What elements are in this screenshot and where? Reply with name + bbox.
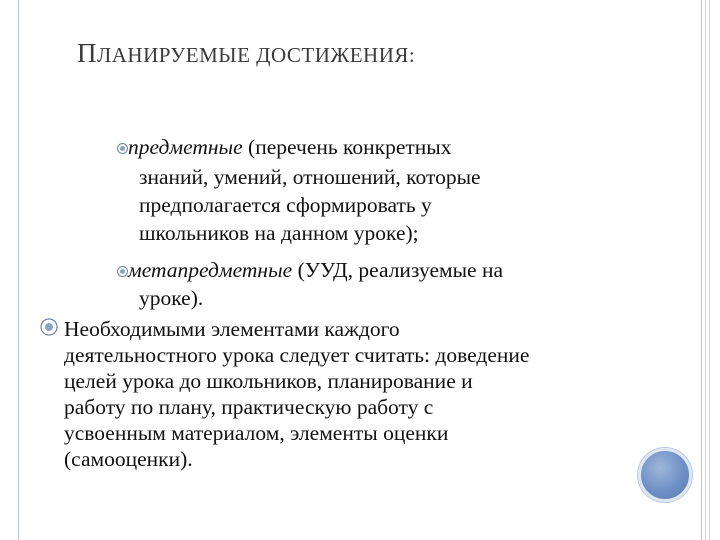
slide-title [77, 38, 415, 69]
sub-bullet-icon [117, 266, 128, 277]
main-item-line: Необходимыми элементами каждого [64, 317, 400, 341]
main-item-line: усвоенным материалом, элементы оценки [64, 421, 449, 445]
main-item [64, 316, 634, 472]
decorative-orb-icon [638, 448, 692, 502]
title-rest: ЛАНИРУЕМЫЕ ДОСТИЖЕНИЯ: [97, 43, 416, 67]
sub-item-italic: предметные [128, 135, 243, 159]
title-first-letter: П [77, 38, 97, 68]
main-item-line: целей урока до школьников, планирование и [64, 369, 473, 393]
sub-item-line: знаний, умений, отношений, которые [139, 165, 481, 189]
main-item-line: работу по плану, практическую работу с [64, 395, 434, 419]
sub-item-line: предполагается сформировать у [139, 193, 432, 217]
right-rule-2 [709, 0, 710, 540]
sub-item-line: (перечень конкретных [242, 135, 452, 159]
sub-item-italic: метапредметные [128, 258, 293, 282]
right-rule [705, 0, 706, 540]
main-item-line: (самооценки). [64, 447, 193, 471]
sub-item-meta [128, 257, 503, 283]
sub-item-line: уроке). [139, 286, 204, 310]
sub-item-line: школьников на данном уроке); [139, 221, 419, 245]
sub-bullet-icon [117, 143, 128, 154]
sub-item-subject [128, 134, 452, 160]
sub-item-line: (УУД, реализуемые на [292, 258, 503, 282]
main-item-line: деятельностного урока следует считать: доведение [64, 343, 530, 367]
main-bullet-icon [40, 318, 58, 336]
